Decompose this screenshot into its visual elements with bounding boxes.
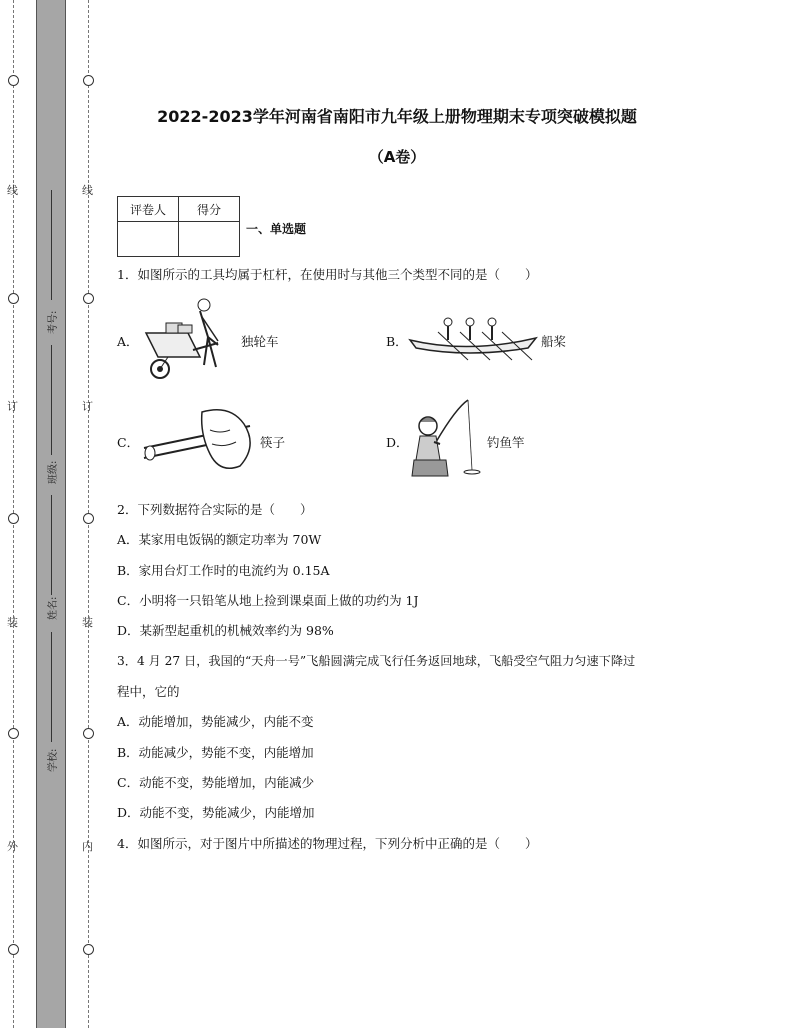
q1-stem: 1．如图所示的工具均属于杠杆，在使用时与其他三个类型不同的是（ ） [117,267,538,282]
binding-hole [8,728,19,739]
q1-option-b-letter: B． [386,334,408,349]
q1-option-d-letter: D． [386,435,409,450]
fill-line [51,345,52,455]
inner-char-inside: 内 [82,840,93,853]
q3-option-b: B．动能减少，势能不变，内能增加 [117,745,314,760]
q1-option-c-letter: C． [117,435,140,450]
rowing-boat-image [408,314,538,364]
fill-line [51,495,52,595]
q1-option-a-letter: A． [117,334,139,349]
q2-option-c: C．小明将一只铅笔从地上捡到课桌面上做的功约为 1J [117,593,419,608]
section-title: 一、单选题 [246,222,307,236]
binding-margin-outer [0,0,36,1028]
wheelbarrow-image [138,295,238,385]
q3-stem-line1: 3．4 月 27 日，我国的“天舟一号”飞船圆满完成飞行任务返回地球，飞船受空气阻力匀速下降过 [117,654,636,668]
binding-hole [8,944,19,955]
q3-option-c: C．动能不变，势能增加，内能减少 [117,775,315,790]
chopsticks-image [140,404,260,474]
q1-option-a-label: 独轮车 [241,334,279,349]
q3-stem-line2: 程中，它的 [117,684,180,699]
q1-option-d-label: 钓鱼竿 [487,435,525,450]
field-name: 姓名: [48,596,59,620]
inner-char-order: 订 [82,400,93,413]
q1-option-b-label: 船桨 [541,334,567,349]
fishing-rod-image [406,398,486,482]
binding-hole [83,75,94,86]
binding-hole [83,944,94,955]
field-exam-number: 考号: [48,310,59,334]
outer-char-bind: 装 [7,616,18,629]
binding-hole [8,513,19,524]
q4-stem: 4．如图所示，对于图片中所描述的物理过程，下列分析中正确的是（ ） [117,836,538,851]
score-header: 得分 [179,197,240,222]
outer-char-line: 线 [7,184,18,197]
q2-option-a: A．某家用电饭锅的额定功率为 70W [117,532,322,547]
outer-char-outside: 外 [7,840,18,853]
binding-hole [83,728,94,739]
grader-cell[interactable] [118,222,179,257]
grader-header: 评卷人 [118,197,179,222]
binding-hole [8,75,19,86]
field-school: 学校: [48,748,59,772]
fill-line [51,632,52,742]
page-title: 2022-2023学年河南省南阳市九年级上册物理期末专项突破模拟题 [157,107,637,126]
field-class: 班级: [48,460,59,484]
q2-option-d: D．某新型起重机的机械效率约为 98% [117,623,334,638]
q2-option-b: B．家用台灯工作时的电流约为 0.15A [117,563,330,578]
inner-char-bind: 装 [82,616,93,629]
q2-stem: 2．下列数据符合实际的是（ ） [117,502,313,517]
binding-hole [8,293,19,304]
binding-hole [83,513,94,524]
score-cell[interactable] [179,222,240,257]
page-subtitle: （A卷） [368,148,426,166]
fill-line [51,190,52,300]
score-table [117,196,240,257]
outer-char-order: 订 [7,400,18,413]
q3-option-a: A．动能增加，势能减少，内能不变 [117,714,314,729]
binding-hole [83,293,94,304]
q3-option-d: D．动能不变，势能减少，内能增加 [117,805,315,820]
q1-option-c-label: 筷子 [260,435,286,450]
inner-char-line: 线 [82,184,93,197]
